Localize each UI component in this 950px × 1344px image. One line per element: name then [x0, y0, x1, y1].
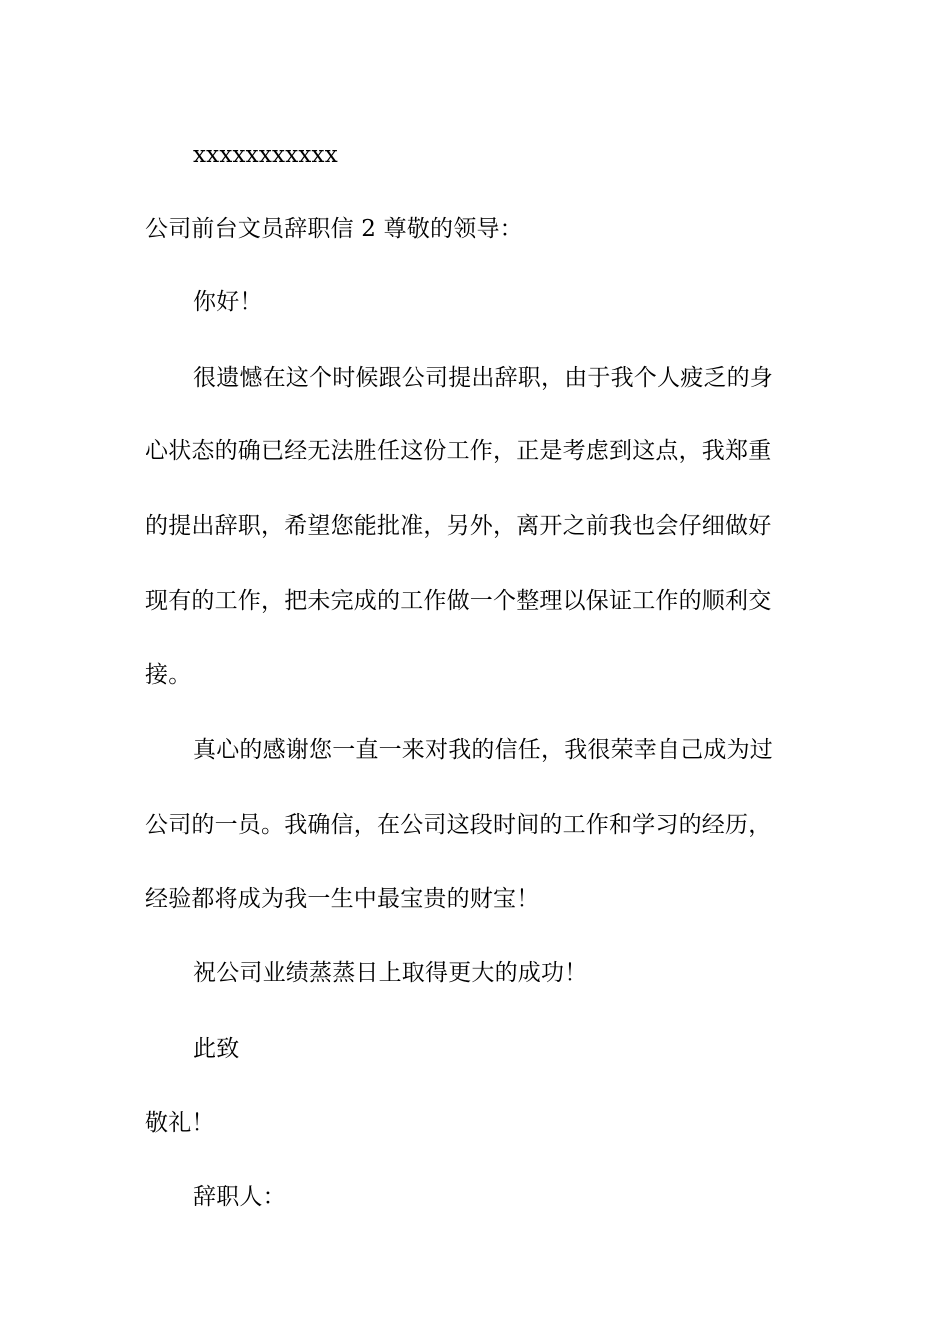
- paragraph-1-line-1: 很遗憾在这个时候跟公司提出辞职，由于我个人疲乏的身: [193, 365, 773, 391]
- paragraph-2-line-1: 真心的感谢您一直一来对我的信任，我很荣幸自己成为过: [193, 737, 773, 763]
- closing-line-1: 此致: [193, 1036, 240, 1062]
- signature-label: 辞职人：: [193, 1184, 286, 1210]
- paragraph-2-line-2: 公司的一员。我确信，在公司这段时间的工作和学习的经历，: [145, 812, 772, 838]
- closing-line-2: 敬礼！: [145, 1110, 215, 1136]
- wish-line: 祝公司业绩蒸蒸日上取得更大的成功！: [193, 960, 588, 986]
- paragraph-1-line-4: 现有的工作，把未完成的工作做一个整理以保证工作的顺利交: [145, 588, 772, 614]
- paragraph-1-line-5: 接。: [145, 662, 192, 688]
- paragraph-1-line-3: 的提出辞职，希望您能批准，另外，离开之前我也会仔细做好: [145, 513, 772, 539]
- paragraph-2-line-3: 经验都将成为我一生中最宝贵的财宝！: [145, 886, 540, 912]
- letter-title: 公司前台文员辞职信 2 尊敬的领导：: [145, 216, 523, 242]
- paragraph-1-line-2: 心状态的确已经无法胜任这份工作，正是考虑到这点，我郑重: [145, 438, 772, 464]
- header-placeholder: xxxxxxxxxxx: [193, 142, 338, 168]
- greeting: 你好！: [193, 289, 263, 315]
